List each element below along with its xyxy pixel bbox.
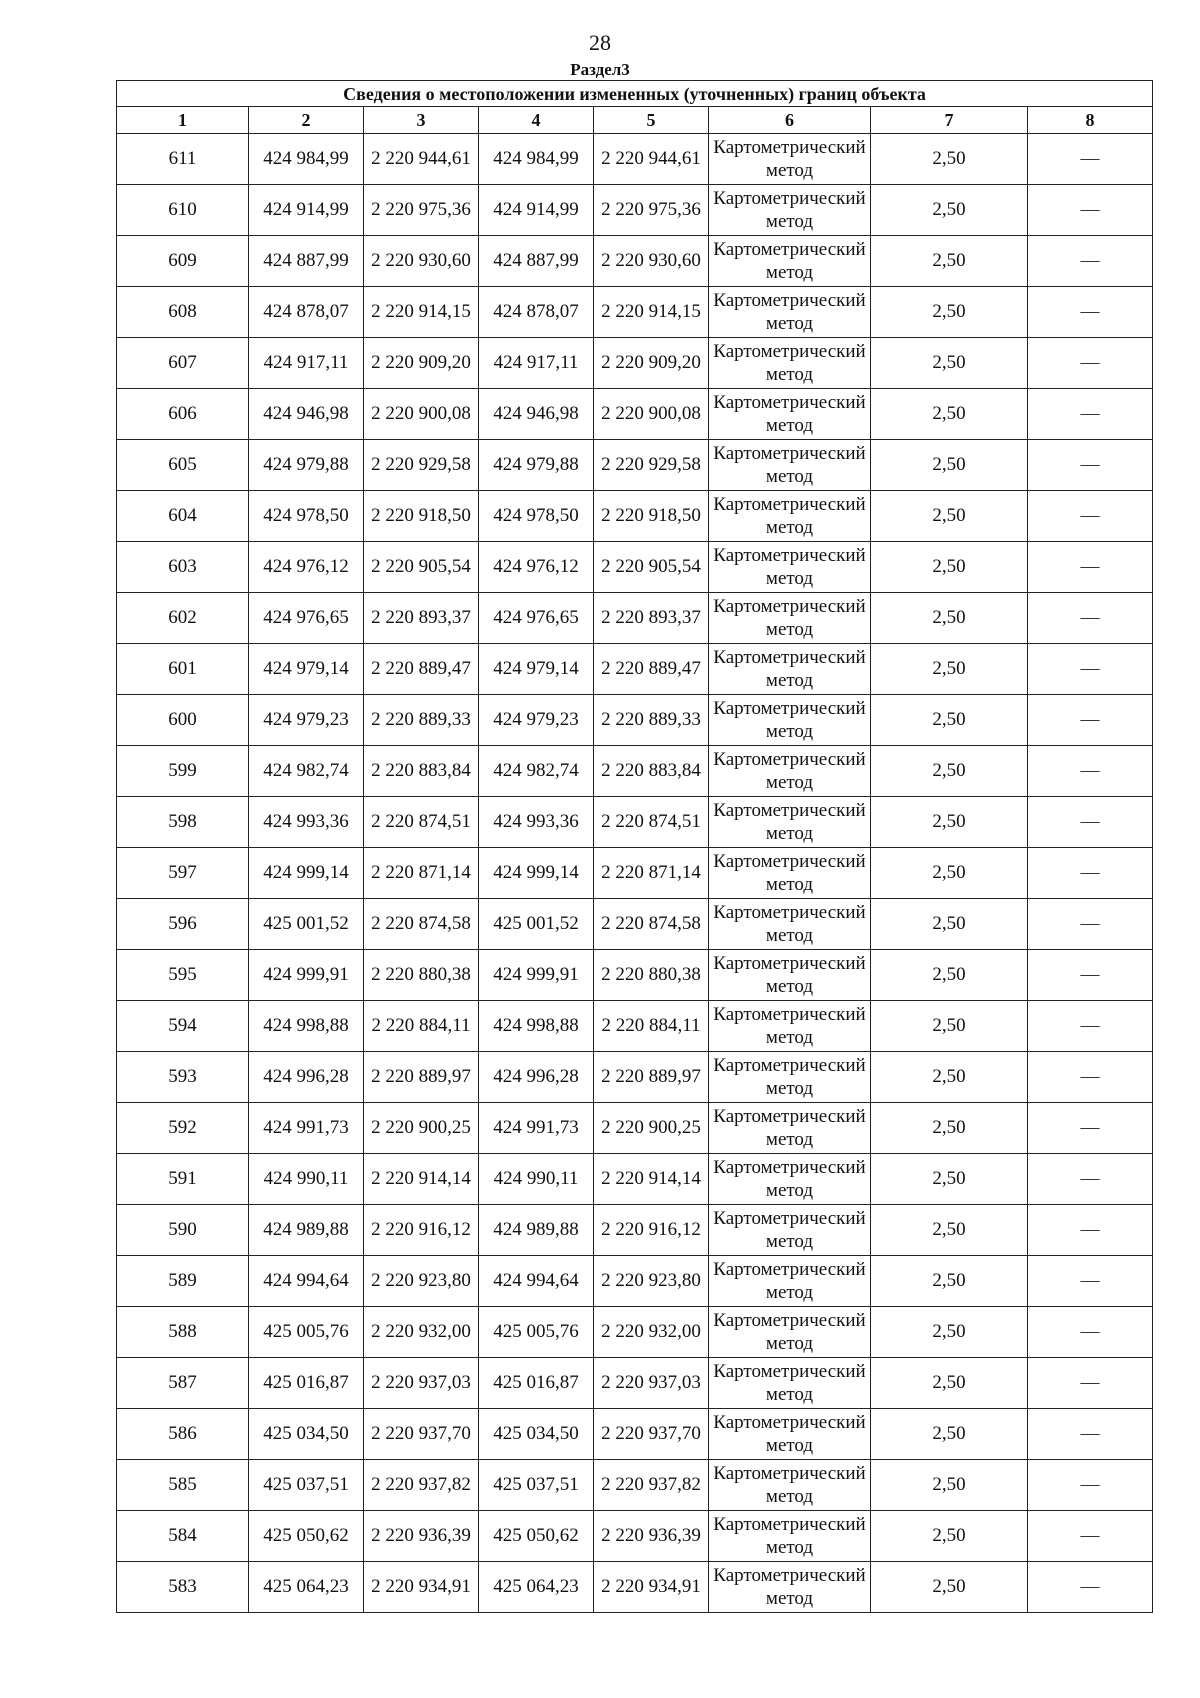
method-cell: Картометрический метод [709, 1001, 871, 1052]
x-coord-cell: 424 878,07 [479, 287, 594, 338]
y-coord-cell: 2 220 923,80 [594, 1256, 709, 1307]
y-coord-cell: 2 220 893,37 [364, 593, 479, 644]
point-number-cell: 599 [117, 746, 249, 797]
x-coord-cell: 425 016,87 [479, 1358, 594, 1409]
note-cell: — [1028, 1001, 1153, 1052]
table-row [117, 1154, 1153, 1205]
x-coord-cell: 425 005,76 [249, 1307, 364, 1358]
note-cell: — [1028, 491, 1153, 542]
table-row [117, 1205, 1153, 1256]
point-number-cell: 608 [117, 287, 249, 338]
note-cell: — [1028, 1562, 1153, 1613]
x-coord-cell: 424 979,23 [479, 695, 594, 746]
y-coord-cell: 2 220 893,37 [594, 593, 709, 644]
point-number-cell: 592 [117, 1103, 249, 1154]
note-cell: — [1028, 338, 1153, 389]
accuracy-cell: 2,50 [871, 1409, 1028, 1460]
column-number-row [117, 107, 1153, 134]
x-coord-cell: 425 037,51 [479, 1460, 594, 1511]
x-coord-cell: 425 001,52 [479, 899, 594, 950]
y-coord-cell: 2 220 889,33 [364, 695, 479, 746]
x-coord-cell: 424 976,12 [479, 542, 594, 593]
accuracy-cell: 2,50 [871, 1511, 1028, 1562]
x-coord-cell: 424 979,14 [249, 644, 364, 695]
x-coord-cell: 424 984,99 [479, 134, 594, 185]
x-coord-cell: 424 887,99 [479, 236, 594, 287]
table-row [117, 389, 1153, 440]
accuracy-cell: 2,50 [871, 1154, 1028, 1205]
x-coord-cell: 424 979,88 [249, 440, 364, 491]
table-row [117, 1358, 1153, 1409]
method-cell: Картометрический метод [709, 236, 871, 287]
table-row [117, 950, 1153, 1001]
x-coord-cell: 424 982,74 [249, 746, 364, 797]
table-row [117, 899, 1153, 950]
y-coord-cell: 2 220 934,91 [594, 1562, 709, 1613]
x-coord-cell: 424 994,64 [479, 1256, 594, 1307]
point-number-cell: 591 [117, 1154, 249, 1205]
method-cell: Картометрический метод [709, 950, 871, 1001]
x-coord-cell: 424 999,91 [249, 950, 364, 1001]
method-cell: Картометрический метод [709, 848, 871, 899]
point-number-cell: 602 [117, 593, 249, 644]
x-coord-cell: 424 979,88 [479, 440, 594, 491]
note-cell: — [1028, 389, 1153, 440]
y-coord-cell: 2 220 900,25 [594, 1103, 709, 1154]
method-cell: Картометрический метод [709, 1052, 871, 1103]
x-coord-cell: 424 991,73 [249, 1103, 364, 1154]
x-coord-cell: 424 982,74 [479, 746, 594, 797]
table-row [117, 644, 1153, 695]
point-number-cell: 586 [117, 1409, 249, 1460]
note-cell: — [1028, 1256, 1153, 1307]
point-number-cell: 589 [117, 1256, 249, 1307]
accuracy-cell: 2,50 [871, 134, 1028, 185]
point-number-cell: 597 [117, 848, 249, 899]
table-row [117, 1256, 1153, 1307]
note-cell: — [1028, 950, 1153, 1001]
point-number-cell: 595 [117, 950, 249, 1001]
method-cell: Картометрический метод [709, 1409, 871, 1460]
y-coord-cell: 2 220 874,51 [364, 797, 479, 848]
y-coord-cell: 2 220 936,39 [594, 1511, 709, 1562]
y-coord-cell: 2 220 889,47 [594, 644, 709, 695]
page-number: 28 [589, 30, 611, 55]
note-cell: — [1028, 797, 1153, 848]
table-row [117, 1052, 1153, 1103]
x-coord-cell: 425 016,87 [249, 1358, 364, 1409]
x-coord-cell: 425 064,23 [479, 1562, 594, 1613]
y-coord-cell: 2 220 944,61 [594, 134, 709, 185]
y-coord-cell: 2 220 871,14 [594, 848, 709, 899]
accuracy-cell: 2,50 [871, 644, 1028, 695]
point-number-cell: 587 [117, 1358, 249, 1409]
x-coord-cell: 424 989,88 [479, 1205, 594, 1256]
x-coord-cell: 424 998,88 [479, 1001, 594, 1052]
method-cell: Картометрический метод [709, 1154, 871, 1205]
section-title: Раздел3 [570, 60, 630, 79]
y-coord-cell: 2 220 916,12 [594, 1205, 709, 1256]
x-coord-cell: 425 050,62 [249, 1511, 364, 1562]
accuracy-cell: 2,50 [871, 1103, 1028, 1154]
note-cell: — [1028, 134, 1153, 185]
method-cell: Картометрический метод [709, 134, 871, 185]
point-number-cell: 583 [117, 1562, 249, 1613]
accuracy-cell: 2,50 [871, 236, 1028, 287]
accuracy-cell: 2,50 [871, 1205, 1028, 1256]
method-cell: Картометрический метод [709, 542, 871, 593]
y-coord-cell: 2 220 937,03 [594, 1358, 709, 1409]
column-number-3: 3 [364, 107, 479, 134]
table-row [117, 491, 1153, 542]
method-cell: Картометрический метод [709, 185, 871, 236]
y-coord-cell: 2 220 905,54 [594, 542, 709, 593]
y-coord-cell: 2 220 880,38 [364, 950, 479, 1001]
point-number-cell: 610 [117, 185, 249, 236]
method-cell: Картометрический метод [709, 491, 871, 542]
accuracy-cell: 2,50 [871, 1460, 1028, 1511]
note-cell: — [1028, 746, 1153, 797]
note-cell: — [1028, 1511, 1153, 1562]
note-cell: — [1028, 1154, 1153, 1205]
point-number-cell: 585 [117, 1460, 249, 1511]
note-cell: — [1028, 644, 1153, 695]
y-coord-cell: 2 220 937,70 [364, 1409, 479, 1460]
accuracy-cell: 2,50 [871, 1307, 1028, 1358]
y-coord-cell: 2 220 929,58 [594, 440, 709, 491]
x-coord-cell: 425 064,23 [249, 1562, 364, 1613]
method-cell: Картометрический метод [709, 1103, 871, 1154]
table-row [117, 134, 1153, 185]
x-coord-cell: 424 976,12 [249, 542, 364, 593]
method-cell: Картометрический метод [709, 389, 871, 440]
y-coord-cell: 2 220 909,20 [364, 338, 479, 389]
table-row [117, 1307, 1153, 1358]
y-coord-cell: 2 220 937,03 [364, 1358, 479, 1409]
accuracy-cell: 2,50 [871, 440, 1028, 491]
x-coord-cell: 424 946,98 [249, 389, 364, 440]
accuracy-cell: 2,50 [871, 389, 1028, 440]
table-row [117, 848, 1153, 899]
x-coord-cell: 424 914,99 [479, 185, 594, 236]
table-row [117, 593, 1153, 644]
y-coord-cell: 2 220 930,60 [594, 236, 709, 287]
accuracy-cell: 2,50 [871, 1562, 1028, 1613]
x-coord-cell: 424 996,28 [479, 1052, 594, 1103]
accuracy-cell: 2,50 [871, 542, 1028, 593]
note-cell: — [1028, 1358, 1153, 1409]
point-number-cell: 588 [117, 1307, 249, 1358]
accuracy-cell: 2,50 [871, 746, 1028, 797]
x-coord-cell: 424 994,64 [249, 1256, 364, 1307]
y-coord-cell: 2 220 909,20 [594, 338, 709, 389]
point-number-cell: 601 [117, 644, 249, 695]
note-cell: — [1028, 236, 1153, 287]
table-row [117, 695, 1153, 746]
y-coord-cell: 2 220 929,58 [364, 440, 479, 491]
note-cell: — [1028, 1460, 1153, 1511]
accuracy-cell: 2,50 [871, 899, 1028, 950]
table-row [117, 440, 1153, 491]
method-cell: Картометрический метод [709, 338, 871, 389]
accuracy-cell: 2,50 [871, 287, 1028, 338]
x-coord-cell: 424 887,99 [249, 236, 364, 287]
table-row [117, 1562, 1153, 1613]
y-coord-cell: 2 220 889,97 [594, 1052, 709, 1103]
method-cell: Картометрический метод [709, 1460, 871, 1511]
method-cell: Картометрический метод [709, 746, 871, 797]
method-cell: Картометрический метод [709, 797, 871, 848]
point-number-cell: 607 [117, 338, 249, 389]
accuracy-cell: 2,50 [871, 491, 1028, 542]
table-body [117, 134, 1153, 1613]
note-cell: — [1028, 593, 1153, 644]
x-coord-cell: 424 999,14 [249, 848, 364, 899]
y-coord-cell: 2 220 975,36 [594, 185, 709, 236]
note-cell: — [1028, 1052, 1153, 1103]
y-coord-cell: 2 220 874,51 [594, 797, 709, 848]
x-coord-cell: 424 978,50 [249, 491, 364, 542]
accuracy-cell: 2,50 [871, 695, 1028, 746]
method-cell: Картометрический метод [709, 1562, 871, 1613]
method-cell: Картометрический метод [709, 287, 871, 338]
table-row [117, 542, 1153, 593]
point-number-cell: 590 [117, 1205, 249, 1256]
point-number-cell: 600 [117, 695, 249, 746]
table-row [117, 1103, 1153, 1154]
y-coord-cell: 2 220 905,54 [364, 542, 479, 593]
note-cell: — [1028, 1103, 1153, 1154]
table-row [117, 1460, 1153, 1511]
y-coord-cell: 2 220 874,58 [364, 899, 479, 950]
y-coord-cell: 2 220 900,08 [364, 389, 479, 440]
point-number-cell: 606 [117, 389, 249, 440]
method-cell: Картометрический метод [709, 1307, 871, 1358]
table-caption: Сведения о местоположении измененных (уточненных) границ объекта [117, 81, 1153, 107]
x-coord-cell: 424 990,11 [249, 1154, 364, 1205]
x-coord-cell: 425 034,50 [479, 1409, 594, 1460]
y-coord-cell: 2 220 889,47 [364, 644, 479, 695]
accuracy-cell: 2,50 [871, 593, 1028, 644]
column-number-8: 8 [1028, 107, 1153, 134]
method-cell: Картометрический метод [709, 1511, 871, 1562]
y-coord-cell: 2 220 936,39 [364, 1511, 479, 1562]
y-coord-cell: 2 220 932,00 [364, 1307, 479, 1358]
point-number-cell: 609 [117, 236, 249, 287]
x-coord-cell: 425 037,51 [249, 1460, 364, 1511]
point-number-cell: 598 [117, 797, 249, 848]
y-coord-cell: 2 220 930,60 [364, 236, 479, 287]
note-cell: — [1028, 848, 1153, 899]
table-row [117, 236, 1153, 287]
accuracy-cell: 2,50 [871, 1052, 1028, 1103]
y-coord-cell: 2 220 900,08 [594, 389, 709, 440]
x-coord-cell: 424 914,99 [249, 185, 364, 236]
y-coord-cell: 2 220 880,38 [594, 950, 709, 1001]
accuracy-cell: 2,50 [871, 1256, 1028, 1307]
x-coord-cell: 424 984,99 [249, 134, 364, 185]
method-cell: Картометрический метод [709, 1205, 871, 1256]
column-number-4: 4 [479, 107, 594, 134]
table-row [117, 1409, 1153, 1460]
y-coord-cell: 2 220 916,12 [364, 1205, 479, 1256]
column-number-2: 2 [249, 107, 364, 134]
y-coord-cell: 2 220 918,50 [594, 491, 709, 542]
y-coord-cell: 2 220 914,15 [594, 287, 709, 338]
y-coord-cell: 2 220 889,97 [364, 1052, 479, 1103]
accuracy-cell: 2,50 [871, 338, 1028, 389]
y-coord-cell: 2 220 975,36 [364, 185, 479, 236]
x-coord-cell: 424 979,14 [479, 644, 594, 695]
x-coord-cell: 425 001,52 [249, 899, 364, 950]
x-coord-cell: 424 917,11 [479, 338, 594, 389]
y-coord-cell: 2 220 914,14 [364, 1154, 479, 1205]
y-coord-cell: 2 220 883,84 [594, 746, 709, 797]
table-row [117, 287, 1153, 338]
point-number-cell: 594 [117, 1001, 249, 1052]
accuracy-cell: 2,50 [871, 1358, 1028, 1409]
y-coord-cell: 2 220 937,70 [594, 1409, 709, 1460]
x-coord-cell: 424 946,98 [479, 389, 594, 440]
x-coord-cell: 424 999,91 [479, 950, 594, 1001]
note-cell: — [1028, 440, 1153, 491]
x-coord-cell: 425 050,62 [479, 1511, 594, 1562]
point-number-cell: 584 [117, 1511, 249, 1562]
method-cell: Картометрический метод [709, 644, 871, 695]
x-coord-cell: 424 990,11 [479, 1154, 594, 1205]
column-number-6: 6 [709, 107, 871, 134]
point-number-cell: 593 [117, 1052, 249, 1103]
point-number-cell: 605 [117, 440, 249, 491]
accuracy-cell: 2,50 [871, 797, 1028, 848]
column-number-7: 7 [871, 107, 1028, 134]
x-coord-cell: 424 996,28 [249, 1052, 364, 1103]
note-cell: — [1028, 1307, 1153, 1358]
table-row [117, 338, 1153, 389]
x-coord-cell: 424 917,11 [249, 338, 364, 389]
y-coord-cell: 2 220 871,14 [364, 848, 479, 899]
note-cell: — [1028, 899, 1153, 950]
table-row [117, 1001, 1153, 1052]
x-coord-cell: 424 993,36 [479, 797, 594, 848]
note-cell: — [1028, 1205, 1153, 1256]
note-cell: — [1028, 185, 1153, 236]
note-cell: — [1028, 695, 1153, 746]
x-coord-cell: 424 998,88 [249, 1001, 364, 1052]
x-coord-cell: 425 005,76 [479, 1307, 594, 1358]
x-coord-cell: 424 976,65 [479, 593, 594, 644]
x-coord-cell: 425 034,50 [249, 1409, 364, 1460]
y-coord-cell: 2 220 937,82 [594, 1460, 709, 1511]
y-coord-cell: 2 220 884,11 [364, 1001, 479, 1052]
table-row [117, 746, 1153, 797]
x-coord-cell: 424 978,50 [479, 491, 594, 542]
y-coord-cell: 2 220 874,58 [594, 899, 709, 950]
y-coord-cell: 2 220 934,91 [364, 1562, 479, 1613]
y-coord-cell: 2 220 884,11 [594, 1001, 709, 1052]
y-coord-cell: 2 220 900,25 [364, 1103, 479, 1154]
table-row [117, 797, 1153, 848]
method-cell: Картометрический метод [709, 440, 871, 491]
x-coord-cell: 424 991,73 [479, 1103, 594, 1154]
accuracy-cell: 2,50 [871, 950, 1028, 1001]
method-cell: Картометрический метод [709, 593, 871, 644]
method-cell: Картометрический метод [709, 1358, 871, 1409]
y-coord-cell: 2 220 918,50 [364, 491, 479, 542]
note-cell: — [1028, 287, 1153, 338]
y-coord-cell: 2 220 883,84 [364, 746, 479, 797]
x-coord-cell: 424 976,65 [249, 593, 364, 644]
accuracy-cell: 2,50 [871, 185, 1028, 236]
y-coord-cell: 2 220 932,00 [594, 1307, 709, 1358]
accuracy-cell: 2,50 [871, 1001, 1028, 1052]
y-coord-cell: 2 220 944,61 [364, 134, 479, 185]
x-coord-cell: 424 979,23 [249, 695, 364, 746]
x-coord-cell: 424 993,36 [249, 797, 364, 848]
point-number-cell: 604 [117, 491, 249, 542]
y-coord-cell: 2 220 914,14 [594, 1154, 709, 1205]
table-row [117, 1511, 1153, 1562]
point-number-cell: 596 [117, 899, 249, 950]
x-coord-cell: 424 989,88 [249, 1205, 364, 1256]
point-number-cell: 611 [117, 134, 249, 185]
x-coord-cell: 424 999,14 [479, 848, 594, 899]
method-cell: Картометрический метод [709, 899, 871, 950]
x-coord-cell: 424 878,07 [249, 287, 364, 338]
y-coord-cell: 2 220 923,80 [364, 1256, 479, 1307]
point-number-cell: 603 [117, 542, 249, 593]
method-cell: Картометрический метод [709, 695, 871, 746]
boundary-coordinates-table [116, 80, 1153, 1613]
column-number-5: 5 [594, 107, 709, 134]
method-cell: Картометрический метод [709, 1256, 871, 1307]
y-coord-cell: 2 220 889,33 [594, 695, 709, 746]
table-row [117, 185, 1153, 236]
y-coord-cell: 2 220 914,15 [364, 287, 479, 338]
note-cell: — [1028, 1409, 1153, 1460]
note-cell: — [1028, 542, 1153, 593]
y-coord-cell: 2 220 937,82 [364, 1460, 479, 1511]
column-number-1: 1 [117, 107, 249, 134]
accuracy-cell: 2,50 [871, 848, 1028, 899]
